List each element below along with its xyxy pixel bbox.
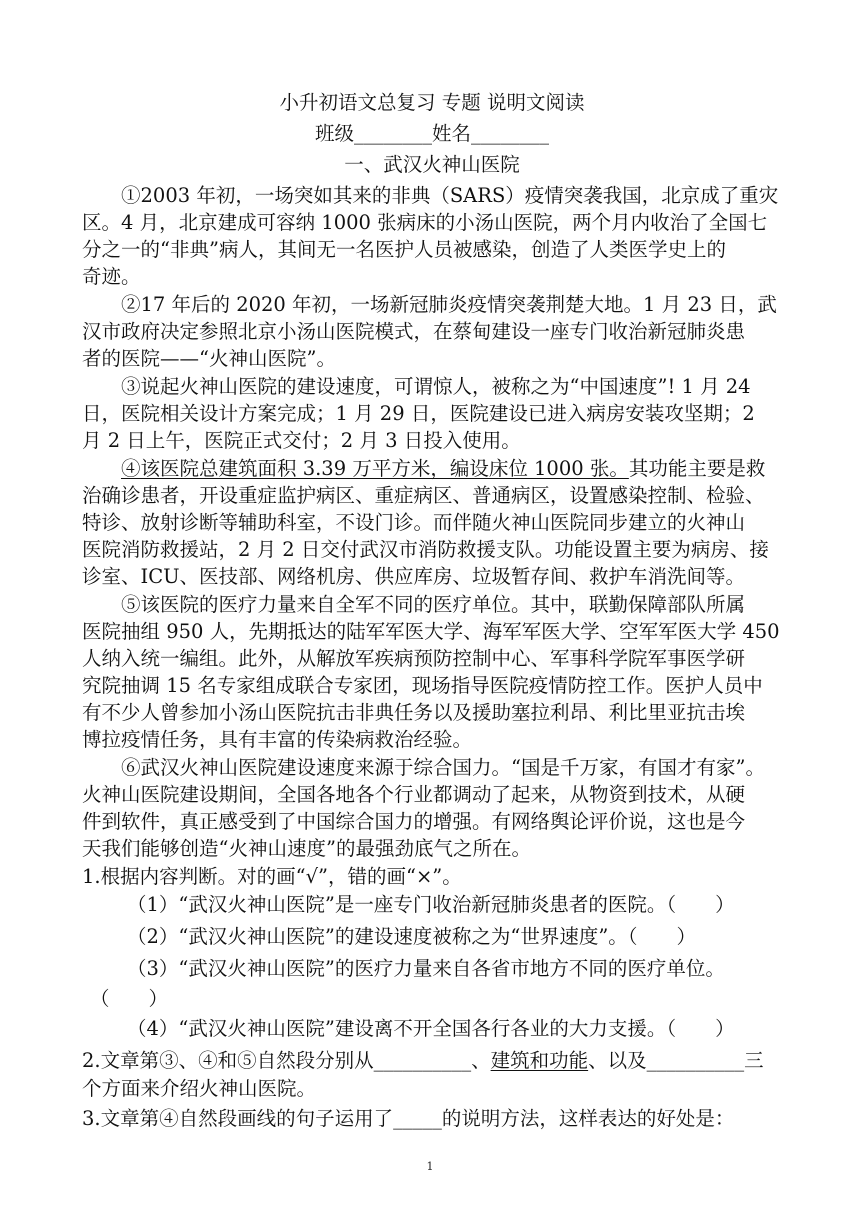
question-1-item[interactable]: （4）“武汉火神山医院”建设离不开全国各行各业的大力支援。（ ） bbox=[127, 1017, 735, 1040]
section-heading: 一、武汉火神山医院 bbox=[344, 153, 520, 176]
question-2-underlined-answer: 建筑和功能 bbox=[490, 1049, 589, 1072]
question-2-prompt: 2.文章第③、④和⑤自然段分别从__________、建筑和功能、以及__________三 bbox=[82, 1049, 764, 1072]
paragraph-6-line: ⑥武汉火神山医院建设速度来源于综合国力。“国是千万家，有国才有家”。 bbox=[121, 756, 765, 779]
paragraph-5-line: 博拉疫情任务，具有丰富的传染病救治经验。 bbox=[82, 728, 473, 751]
paragraph-1-line: 分之一的“非典”病人，其间无一名医护人员被感染，创造了人类医学史上的 bbox=[82, 238, 726, 261]
paragraph-1-line: 奇迹。 bbox=[82, 265, 141, 288]
paragraph-5-line: ⑤该医院的医疗力量来自全军不同的医疗单位。其中，联勤保障部队所属 bbox=[121, 593, 746, 616]
paragraph-4-line: 特诊、放射诊断等辅助科室，不设门诊。而伴随火神山医院同步建立的火神山 bbox=[82, 511, 746, 534]
paragraph-5-line: 究院抽调 15 名专家组成联合专家团，现场指导医院疫情防控工作。医护人员中 bbox=[82, 674, 763, 697]
page-number: 1 bbox=[426, 1160, 434, 1173]
paragraph-3-line: 日，医院相关设计方案完成；1 月 29 日，医院建设已进入病房安装攻坚期；2 bbox=[82, 402, 755, 425]
question-1-prompt: 1.根据内容判断。对的画“√”，错的画“×”。 bbox=[82, 865, 462, 888]
paragraph-4-first-line: ④该医院总建筑面积 3.39 万平方米，编设床位 1000 张。其功能主要是救 bbox=[121, 457, 766, 480]
paragraph-3-line: ③说起火神山医院的建设速度，可谓惊人，被称之为“中国速度”! 1 月 24 bbox=[121, 375, 751, 398]
class-name-line: 班级________姓名________ bbox=[314, 122, 549, 145]
question-1-item[interactable]: （2）“武汉火神山医院”的建设速度被称之为“世界速度”。（ ） bbox=[127, 925, 697, 948]
paragraph-6-line: 件到软件，真正感受到了中国综合国力的增强。有网络舆论评价说，这也是今 bbox=[82, 810, 746, 833]
paragraph-2-line: 汉市政府决定参照北京小汤山医院模式，在蔡甸建设一座专门收治新冠肺炎患 bbox=[82, 320, 746, 343]
paragraph-1-line: 区。4 月，北京建成可容纳 1000 张病床的小汤山医院，两个月内收治了全国七 bbox=[82, 211, 768, 234]
paragraph-3-line: 月 2 日上午，医院正式交付；2 月 3 日投入使用。 bbox=[82, 429, 521, 452]
question-2-prompt-line-2: 个方面来介绍火神山医院。 bbox=[82, 1077, 317, 1100]
paragraph-5-line: 人纳入统一编组。此外，从解放军疾病预防控制中心、军事科学院军事医学研 bbox=[82, 647, 746, 670]
paragraph-2-line: 者的医院——“火神山医院”。 bbox=[82, 347, 336, 370]
paragraph-6-line: 天我们能够创造“火神山速度”的最强劲底气之所在。 bbox=[82, 837, 531, 860]
paragraph-6-line: 火神山医院建设期间，全国各地各个行业都调动了起来，从物资到技术，从硬 bbox=[82, 783, 746, 806]
question-3-prompt: 3.文章第④自然段画线的句子运用了_____的说明方法，这样表达的好处是： bbox=[82, 1107, 735, 1130]
question-1-item[interactable]: （1）“武汉火神山医院”是一座专门收治新冠肺炎患者的医院。（ ） bbox=[127, 893, 735, 916]
question-1-item[interactable]: （3）“武汉火神山医院”的医疗力量来自各省市地方不同的医疗单位。 bbox=[127, 957, 725, 980]
page-title: 小升初语文总复习 专题 说明文阅读 bbox=[279, 91, 585, 114]
paragraph-2-line: ②17 年后的 2020 年初，一场新冠肺炎疫情突袭荆楚大地。1 月 23 日，武 bbox=[121, 293, 777, 316]
paragraph-4-line: 医院消防救援站，2 月 2 日交付武汉市消防救援支队。功能设置主要为病房、接 bbox=[82, 538, 769, 561]
paragraph-1-line: ①2003 年初，一场突如其来的非典（SARS）疫情突袭我国，北京成了重灾 bbox=[121, 184, 779, 207]
question-1-item-answer[interactable]: （ ） bbox=[90, 987, 169, 1010]
underlined-sentence: ④该医院总建筑面积 3.39 万平方米，编设床位 1000 张。 bbox=[121, 457, 629, 480]
paragraph-4-line: 治确诊患者，开设重症监护病区、重症病区、普通病区，设置感染控制、检验、 bbox=[82, 484, 765, 507]
paragraph-5-line: 医院抽组 950 人，先期抵达的陆军军医大学、海军军医大学、空军军医大学 450 bbox=[82, 620, 780, 643]
paragraph-5-line: 有不少人曾参加小汤山医院抗击非典任务以及援助塞拉利昂、利比里亚抗击埃 bbox=[82, 701, 746, 724]
paragraph-4-line: 诊室、ICU、医技部、网络机房、供应库房、垃圾暂存间、救护车消洗间等。 bbox=[82, 565, 746, 588]
